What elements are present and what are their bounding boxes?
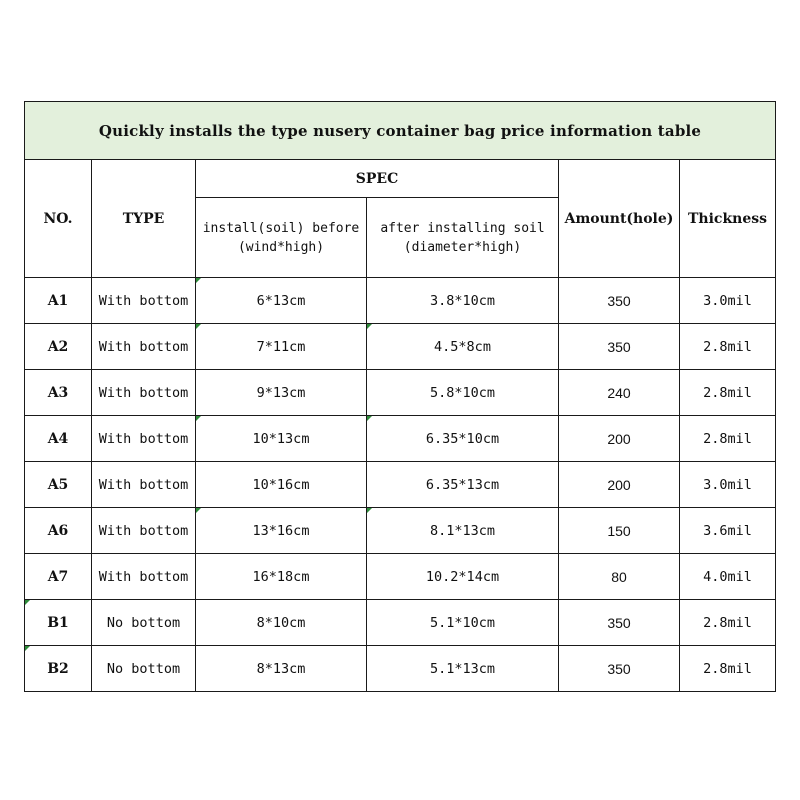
cell-install-before: 10*16cm	[196, 462, 367, 508]
cell-no: A3	[25, 370, 92, 416]
cell-thickness: 2.8mil	[680, 324, 776, 370]
header-no: NO.	[25, 160, 92, 278]
cell-amount: 350	[559, 324, 680, 370]
cell-install-before: 7*11cm	[196, 324, 367, 370]
table-row	[25, 646, 776, 692]
cell-type: No bottom	[92, 646, 196, 692]
table-row	[25, 508, 776, 554]
cell-type: No bottom	[92, 600, 196, 646]
cell-thickness: 4.0mil	[680, 554, 776, 600]
cell-no: A1	[25, 278, 92, 324]
cell-install-before: 13*16cm	[196, 508, 367, 554]
cell-type: With bottom	[92, 508, 196, 554]
cell-type: With bottom	[92, 370, 196, 416]
header-spec: SPEC	[196, 160, 559, 198]
cell-install-before: 6*13cm	[196, 278, 367, 324]
cell-thickness: 2.8mil	[680, 370, 776, 416]
cell-thickness: 2.8mil	[680, 646, 776, 692]
cell-no: A4	[25, 416, 92, 462]
cell-thickness: 3.6mil	[680, 508, 776, 554]
cell-thickness: 3.0mil	[680, 462, 776, 508]
cell-amount: 200	[559, 416, 680, 462]
header-type: TYPE	[92, 160, 196, 278]
cell-after-installing: 5.1*10cm	[367, 600, 559, 646]
cell-install-before: 10*13cm	[196, 416, 367, 462]
table-row	[25, 278, 776, 324]
cell-after-installing: 10.2*14cm	[367, 554, 559, 600]
cell-no: A7	[25, 554, 92, 600]
cell-no: A2	[25, 324, 92, 370]
cell-install-before: 8*10cm	[196, 600, 367, 646]
table-title: Quickly installs the type nusery container bag price information table	[25, 102, 776, 160]
cell-thickness: 2.8mil	[680, 600, 776, 646]
header-install-before	[196, 198, 367, 278]
cell-after-installing: 5.8*10cm	[367, 370, 559, 416]
price-table-container	[24, 101, 775, 692]
cell-amount: 350	[559, 600, 680, 646]
header-after-installing-text: after installing soil (diameter*high)	[380, 220, 545, 255]
cell-type: With bottom	[92, 278, 196, 324]
header-install-before-text: install(soil) before (wind*high)	[202, 220, 360, 255]
table-row	[25, 324, 776, 370]
cell-type: With bottom	[92, 416, 196, 462]
cell-no: A5	[25, 462, 92, 508]
price-information-table	[24, 101, 776, 692]
table-row	[25, 370, 776, 416]
cell-after-installing: 6.35*13cm	[367, 462, 559, 508]
header-amount: Amount(hole)	[559, 160, 680, 278]
cell-install-before: 16*18cm	[196, 554, 367, 600]
cell-type: With bottom	[92, 462, 196, 508]
cell-type: With bottom	[92, 554, 196, 600]
cell-no: B1	[25, 600, 92, 646]
cell-amount: 240	[559, 370, 680, 416]
cell-after-installing: 3.8*10cm	[367, 278, 559, 324]
table-row	[25, 416, 776, 462]
cell-amount: 80	[559, 554, 680, 600]
header-thickness: Thickness	[680, 160, 776, 278]
cell-install-before: 9*13cm	[196, 370, 367, 416]
cell-amount: 350	[559, 278, 680, 324]
cell-amount: 200	[559, 462, 680, 508]
cell-no: A6	[25, 508, 92, 554]
table-row	[25, 462, 776, 508]
cell-install-before: 8*13cm	[196, 646, 367, 692]
header-after-installing	[367, 198, 559, 278]
table-row	[25, 600, 776, 646]
cell-type: With bottom	[92, 324, 196, 370]
cell-after-installing: 6.35*10cm	[367, 416, 559, 462]
cell-thickness: 2.8mil	[680, 416, 776, 462]
cell-thickness: 3.0mil	[680, 278, 776, 324]
cell-after-installing: 4.5*8cm	[367, 324, 559, 370]
table-row	[25, 554, 776, 600]
cell-after-installing: 5.1*13cm	[367, 646, 559, 692]
cell-no: B2	[25, 646, 92, 692]
cell-amount: 150	[559, 508, 680, 554]
cell-amount: 350	[559, 646, 680, 692]
cell-after-installing: 8.1*13cm	[367, 508, 559, 554]
